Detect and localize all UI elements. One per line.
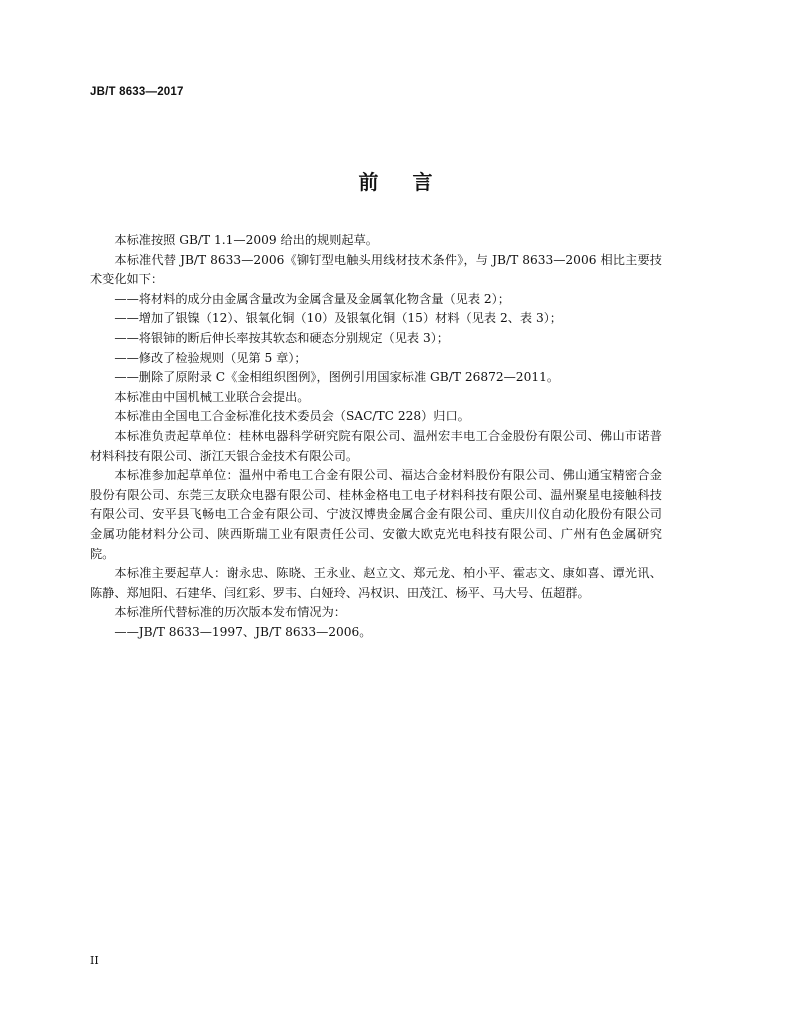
- list-item: ——增加了银镍（12）、银氧化铜（10）及银氧化铜（15）材料（见表 2、表 3）；: [114, 311, 562, 326]
- paragraph: 本标准代替 JB/T 8633—2006《铆钉型电触头用线材技术条件》，与 JB/T 8633—2006 相比主要技术变化如下：: [90, 252, 662, 287]
- list-item: ——修改了检验规则（见第 5 章）；: [114, 350, 307, 365]
- paragraph: 本标准按照 GB/T 1.1—2009 给出的规则起草。: [114, 233, 378, 247]
- paragraph: 本标准所代替标准的历次版本发布情况为：: [114, 605, 346, 620]
- paragraph: 本标准主要起草人：谢永忠、陈晓、王永业、赵立文、郑元龙、柏小平、霍志文、康如喜、谭光讯、陈静、郑旭阳、石建华、闫红彩、罗韦、白娅玲、冯权识、田茂江、杨平、马大号、伍超群。: [90, 566, 662, 600]
- paragraph: 本标准参加起草单位：温州中希电工合金有限公司、福达合金材料股份有限公司、佛山通宝精密合金股份有限公司、东莞三友联众电器有限公司、桂林金格电工电子材料科技有限公司、温州聚星电接触科技有限公司、安平县飞畅电工合金有限公司、宁波汉博贵金属合金有限公司、重庆川仪自动化股份有限公司金属功能材料分公司、陕西斯瑞工业有限责任公司、安徽大欧克光电科技有限公司、广州有色金属研究院。: [90, 468, 662, 561]
- list-item: ——将材料的成分由金属含量改为金属含量及金属氧化物含量（见表 2）；: [114, 291, 510, 306]
- paragraph: 本标准由全国电工合金标准化技术委员会（SAC/TC 228）归口。: [114, 409, 470, 424]
- list-item: ——删除了原附录 C《金相组织图例》，图例引用国家标准 GB/T 26872—2011。: [114, 370, 560, 385]
- list-item: ——JB/T 8633—1997、JB/T 8633—2006。: [114, 624, 372, 639]
- document-body: [90, 231, 662, 642]
- document-code: JB/T 8633—2017: [90, 86, 184, 98]
- page-number: II: [90, 954, 99, 967]
- list-item: ——将银铈的断后伸长率按其软态和硬态分别规定（见表 3）；: [114, 330, 449, 345]
- paragraph: 本标准负责起草单位：桂林电器科学研究院有限公司、温州宏丰电工合金股份有限公司、佛山市诺普材料科技有限公司、浙江天银合金技术有限公司。: [90, 428, 662, 463]
- paragraph: 本标准由中国机械工业联合会提出。: [114, 389, 310, 404]
- page-title: 前言: [358, 170, 467, 194]
